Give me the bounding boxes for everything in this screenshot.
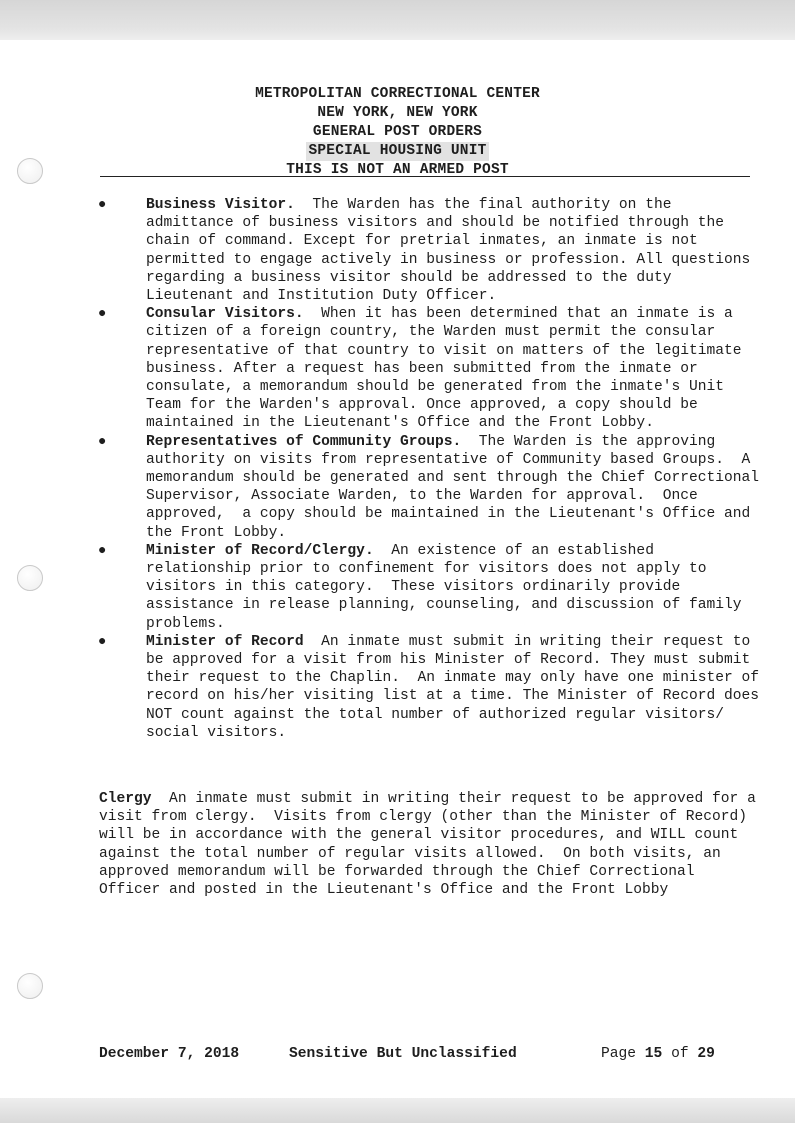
item-title: Representatives of Community Groups. <box>146 433 462 450</box>
bullet-icon: ● <box>98 306 107 323</box>
list-item <box>0 433 795 542</box>
item-title: Business Visitor. <box>146 197 295 213</box>
footer-page-number <box>601 1046 715 1062</box>
list-item <box>0 542 795 633</box>
header-post-status: THIS IS NOT AN ARMED POST <box>286 162 509 178</box>
list-item <box>0 633 795 742</box>
clergy-title: Clergy <box>99 791 152 807</box>
header-location: NEW YORK, NEW YORK <box>317 105 478 121</box>
list-item <box>0 305 795 432</box>
scan-top-shadow <box>0 0 795 40</box>
page-of-label: of <box>671 1046 689 1062</box>
header-document-type: GENERAL POST ORDERS <box>312 124 483 140</box>
item-text: An inmate must submit in writing their request to be approved for a visit from his Minister of Record. They must submit their request to the Chaplin. An inmate may only have one minister of record on his/her visiting list at a time. The Minister of Record does NOT count against the total number of authorized regular visitors/ social visitors. <box>146 633 768 741</box>
item-text: An existence of an established relationship prior to confinement for visitors does not apply to visitors in this category. These visitors ordinarily provide assistance in release planning, counseling, and discussion of family problems. <box>146 542 751 632</box>
page-total: 29 <box>697 1046 715 1062</box>
list-item <box>0 196 795 305</box>
header-institution: METROPOLITAN CORRECTIONAL CENTER <box>255 86 540 102</box>
clergy-paragraph <box>99 790 764 899</box>
bullet-icon: ● <box>98 633 107 650</box>
clergy-text: An inmate must submit in writing their request to be approved for a visit from clergy. Visits from clergy (other than the Minister of Record) will be in accordance with the general visitor procedures, and WILL count against the total number of regular visits allowed. On both visits, an approved memorandum will be forwarded through the Chief Correctional Officer and posted in the Lieutenant's Office and the Front Lobby <box>99 791 765 899</box>
document-header <box>0 85 795 180</box>
item-title: Consular Visitors. <box>146 306 304 323</box>
page-current: 15 <box>644 1046 663 1062</box>
item-title: Minister of Record/Clergy. <box>146 542 374 559</box>
bullet-icon: ● <box>98 433 107 450</box>
footer-classification: Sensitive But Unclassified <box>289 1046 517 1062</box>
item-text: When it has been determined that an inmate is a citizen of a foreign country, the Warden must permit the consular representative of that country to visit on matters of the legitimate business. After a request has been submitted from the inmate or consulate, a memorandum should be generated from the inmate's Unit Team for the Warden's approval. Once approved, a copy should be maintained in the Lieutenant's Office and the Front Lobby. <box>146 306 751 432</box>
scan-bottom-shadow <box>0 1098 795 1123</box>
item-text: The Warden is the approving authority on visits from representative of Community based Groups. A memorandum should be generated and sent through the Chief Correctional Supervisor, Associate Warden, to the Warden for approval. Once approved, a copy should be maintained in the Lieutenant's Office and the Front Lobby. <box>146 433 768 541</box>
punch-hole <box>17 973 43 999</box>
footer-date: December 7, 2018 <box>99 1046 240 1062</box>
bullet-icon: ● <box>98 197 107 213</box>
bullet-icon: ● <box>98 542 107 559</box>
visitor-category-list <box>0 196 795 742</box>
header-unit: SPECIAL HOUSING UNIT <box>308 143 487 159</box>
page-label: Page <box>601 1046 637 1062</box>
header-divider <box>100 176 750 177</box>
item-title: Minister of Record <box>146 633 304 650</box>
page-footer <box>99 1046 739 1066</box>
item-text: The Warden has the final authority on the admittance of business visitors and should be notified through the chain of command. Except for pretrial inmates, an inmate is not permitted to engage actively in business or profession. All questions regarding a business visitor should be addressed to the duty Lieutenant and Institution Duty Officer. <box>146 197 760 305</box>
